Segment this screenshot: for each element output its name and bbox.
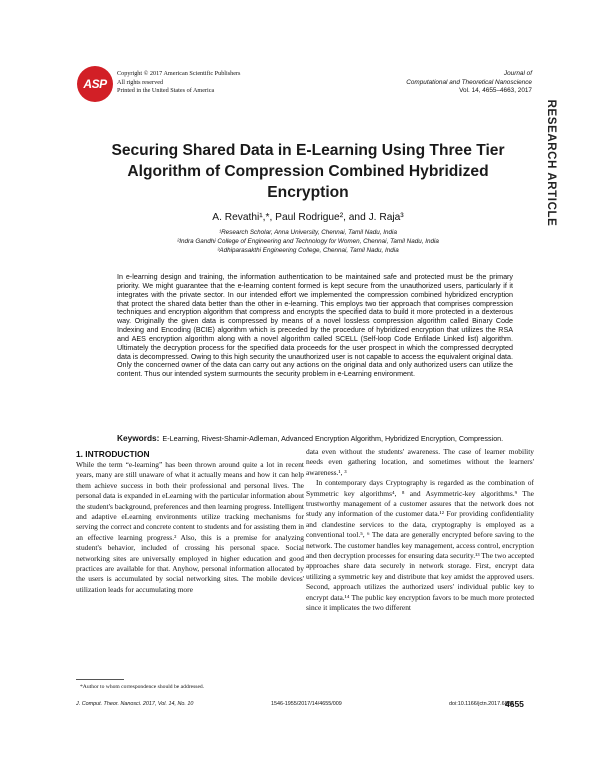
keywords-label: Keywords: [117,433,160,443]
journal-name: Computational and Theoretical Nanoscience [406,78,532,86]
affiliations [100,228,516,255]
body-paragraph: In contemporary days Cryptography is regarded as the combination of Symmetric key algorithms⁴, ⁸ and Asymmetric-key algorithms.⁹ The trustworthy management of a customer assures that the network does not study any information of the customer data.¹² For providing confidentiality and clandestine services to the data, cryptography is employed as a conventional tool.⁵, ⁶ The data are generally encrypted before saving to the network. The customer handles key management, access control, encryption and then decryption processes for ensuring data security.¹³ The two accepted approaches share data securely in network storage. First, encrypt data utilizing a symmetric key and distribute that key amidst the approved users. Second, approach utilizes the authorized users' individual public key to encrypt data.¹⁴ The public key encryption favors to be much more protected since it implicates the two different [306,478,534,613]
affiliation-2: ²Indra Gandhi College of Engineering and Technology for Women, Chennai, Tamil Nadu, India [177,238,439,245]
affiliation-1: ¹Research Scholar, Anna University, Chennai, Tamil Nadu, India [219,229,397,236]
footnote-rule [76,679,124,680]
footer-issn: 1546-1955/2017/14/4655/009 [271,701,342,707]
rights-line: All rights reserved [117,78,164,86]
keywords-text: E-Learning, Rivest-Shamir-Adleman, Advanced Encryption Algorithm, Hybridized Encryption, Compression. [162,434,504,443]
author-list: A. Revathi¹,*, Paul Rodrigue², and J. Raja³ [212,212,404,223]
asp-logo: ASP [77,66,113,102]
page-number: 4655 [505,699,524,709]
footnote: *Author to whom correspondence should be addressed. [80,684,205,690]
section-heading: 1. INTRODUCTION [76,449,150,459]
journal-of: Journal of [503,70,532,77]
paper-title: Securing Shared Data in E-Learning Using Three Tier Algorithm of Compression Combined Hybridized Encryption [111,142,505,201]
journal-volume: Vol. 14, 4655–4663, 2017 [459,87,532,95]
abstract: In e-learning design and training, the information authentication to be maintained safe and protected must be the primary priority. We might guarantee that the e-learning content formed is kept secure from the unauthorized users, particularly if it integrates with the private sector. In our intended effort we implemented the compression combined hybridized encryption that protect the shared data better than the other in e-learning. This employs two tier approach that comprises compression techniques and encryption algorithm that compress and encrypts the specified data to build it more protected in a dexterous way. Originally the given data is compressed by means of a novel lossless compression algorithm called Binary Code Indexing and Encoding (BCIE) algorithm which is preceded by the procedure of hybridized encryption that utilizes the RSA and AES encryption algorithm along with a novel algorithm called SCELL (Self-loop Code Enfilade Linked list) algorithm. Ultimately the decryption process for the specified data proceeds for the user prospect in which the compressed decrypted data is decompressed. Owing to this high security the unauthorized user is not capable to access the equivalent original data. Only the concerned owner of the data can carry out any actions on the original data and only authorized users can utilize the content. Thus our intended system surmounts the security problem in e-Learning environment. [117,273,513,379]
right-column [306,447,534,614]
publisher-info [117,70,240,96]
affiliation-3: ³Adhiparasakthi Engineering College, Chennai, Tamil Nadu, India [217,247,399,254]
side-label [538,94,564,232]
journal-info [406,70,532,96]
keywords [117,434,513,443]
footer-doi: doi:10.1166/jctn.2017.6878 [449,701,514,707]
printed-line: Printed in the United States of America [117,87,215,95]
footer-citation: J. Comput. Theor. Nanosci. 2017, Vol. 14, No. 10 [76,701,194,707]
body-paragraph: While the term “e-learning” has been thrown around quite a lot in recent years, many are still unaware of what it actually means and how it can help them achieve success in both their professional and personal lives. The personal data is expanded in eLearning with the particular information about the student's background, preferences and then learning progress. Intelligent and adaptive eLearning environments utilize tracking mechanisms for serving the correct and concrete content to students and for assisting them in an effective learning progress.² Also, this is a premise for analyzing student's behavior, included of crossing his personal space. Social networking sites are universally employed in higher education and good practices are available for that. Anyhow, personal information allocated by the users is accumulated by social networking sites. The mobile devices' utilization leads for accumulating more [76,460,305,594]
copyright-line: Copyright © 2017 American Scientific Publishers [117,70,241,77]
body-paragraph: data even without the students' awareness. The case of learner mobility needs even gathering location, and sometimes without the learners' awareness.¹, ³ [306,447,534,477]
research-article-label: RESEARCH ARTICLE [545,99,557,227]
left-column [76,460,304,595]
